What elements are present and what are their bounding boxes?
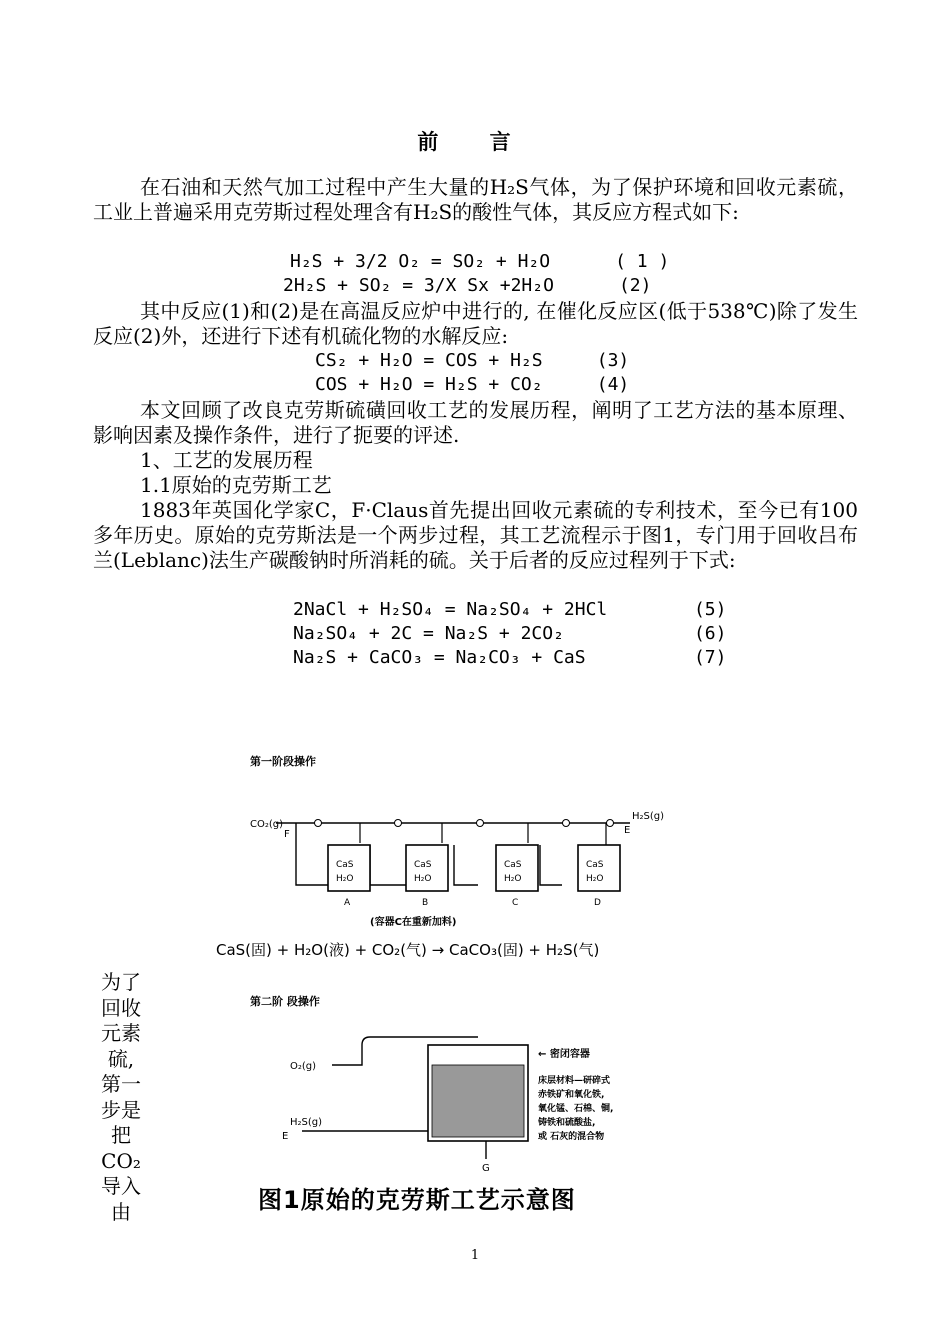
tank-b <box>406 845 448 908</box>
tank-a <box>328 845 370 908</box>
intro-paragraph: 在石油和天然气加工过程中产生大量的H₂S气体，为了保护环境和回收元素硫，工业上普遍采用克劳斯过程处理含有H₂S的酸性气体，其反应方程式如下: <box>93 175 858 224</box>
stage1-label: 第一阶段操作 <box>250 755 316 768</box>
bed-annotation-line: 或 石灰的混合物 <box>538 1132 605 1142</box>
stage2-label: 第二阶 段操作 <box>250 995 320 1008</box>
svg-text:CaS: CaS <box>336 860 354 870</box>
equation-5: 2NaCl + H₂SO₄ = Na₂SO₄ + 2HCl (5) <box>293 599 727 620</box>
bed-annotation-line: 铸铁和硫酸盐, <box>538 1118 596 1128</box>
side-text-line: 回收 <box>101 995 141 1020</box>
side-text-line: 元素 <box>101 1021 141 1045</box>
side-text-line: 把 <box>111 1123 131 1147</box>
claus-process-figure <box>210 745 710 1175</box>
e-label: E <box>624 825 631 836</box>
equation-1: H₂S + 3/2 O₂ = SO₂ + H₂O ( 1 ) <box>290 251 670 272</box>
svg-text:B: B <box>422 898 429 908</box>
h2s-inlet-label: H₂S(g) <box>290 1117 323 1128</box>
section-heading-1-1: 1.1原始的克劳斯工艺 <box>140 473 332 497</box>
paragraph-4: 1883年英国化学家C，F·Claus首先提出回收元素硫的专利技术，至今已有100多年历史。原始的克劳斯法是一个两步过程，其工艺流程示于图1，专门用于回收吕布兰(Leblanc)法生产碳酸钠时所消耗的硫。关于后者的反应过程列于下式: <box>93 498 858 572</box>
tank-d <box>578 845 620 908</box>
equation-4: COS + H₂O = H₂S + CO₂ (4) <box>315 374 630 395</box>
side-text-line: 由 <box>111 1199 131 1224</box>
tank-c <box>496 845 538 908</box>
svg-text:H₂O: H₂O <box>336 874 354 884</box>
svg-text:H₂O: H₂O <box>586 874 604 884</box>
side-text-column <box>93 970 149 1225</box>
side-text-line: 硫, <box>107 1046 135 1071</box>
bed-annotation-line: 床层材料—研碎式 <box>538 1076 611 1086</box>
catalyst-bed <box>432 1065 524 1137</box>
equation-6: Na₂SO₄ + 2C = Na₂S + 2CO₂ (6) <box>293 623 727 644</box>
side-text-line: 为了 <box>101 970 141 994</box>
svg-text:H₂O: H₂O <box>504 874 522 884</box>
o2-inlet-label: O₂(g) <box>290 1061 317 1072</box>
h2s-outlet-label: H₂S(g) <box>632 811 665 822</box>
svg-text:CaS: CaS <box>586 860 604 870</box>
page-title: 前 言 <box>417 129 533 154</box>
svg-text:D: D <box>594 898 601 908</box>
sealed-vessel-annotation: ← 密闭容器 <box>538 1049 590 1060</box>
g-label: G <box>482 1163 490 1174</box>
equation-7: Na₂S + CaCO₃ = Na₂CO₃ + CaS (7) <box>293 647 727 668</box>
e2-label: E <box>282 1131 289 1142</box>
page-number: 1 <box>470 1248 480 1263</box>
side-text-line: 第一 <box>101 1072 141 1096</box>
side-text-line: 步是 <box>101 1097 141 1122</box>
equation-3: CS₂ + H₂O = COS + H₂S (3) <box>315 350 630 371</box>
svg-text:H₂O: H₂O <box>414 874 432 884</box>
paragraph-2: 其中反应(1)和(2)是在高温反应炉中进行的, 在催化反应区(低于538℃)除了发生反应(2)外，还进行下述有机硫化物的水解反应: <box>93 299 858 348</box>
f-label: F <box>284 829 290 840</box>
paragraph-3: 本文回顾了改良克劳斯硫磺回收工艺的发展历程，阐明了工艺方法的基本原理、影响因素及操作条件，进行了扼要的评述. <box>93 398 858 447</box>
side-text-line: 导入 <box>101 1174 141 1198</box>
stage1-reaction: CaS(固) + H₂O(液) + CO₂(气) → CaCO₃(固) + H₂S(气) <box>216 941 600 959</box>
svg-text:A: A <box>344 898 351 908</box>
figure-caption: 图1原始的克劳斯工艺示意图 <box>258 1186 576 1214</box>
bed-annotation-line: 氧化锰、石棉、铜, <box>538 1104 614 1114</box>
tank-note: (容器C在重新加料) <box>370 917 457 928</box>
section-heading-1: 1、工艺的发展历程 <box>140 448 313 472</box>
svg-text:C: C <box>512 898 519 908</box>
side-text-line: CO₂ <box>101 1148 141 1173</box>
equation-2: 2H₂S + SO₂ = 3/X Sx +2H₂O (2) <box>283 275 652 296</box>
bed-annotation-line: 赤铁矿和氧化铁, <box>538 1090 605 1100</box>
co2-inlet-label: CO₂(g) <box>250 819 284 830</box>
svg-text:CaS: CaS <box>414 860 432 870</box>
svg-text:CaS: CaS <box>504 860 522 870</box>
